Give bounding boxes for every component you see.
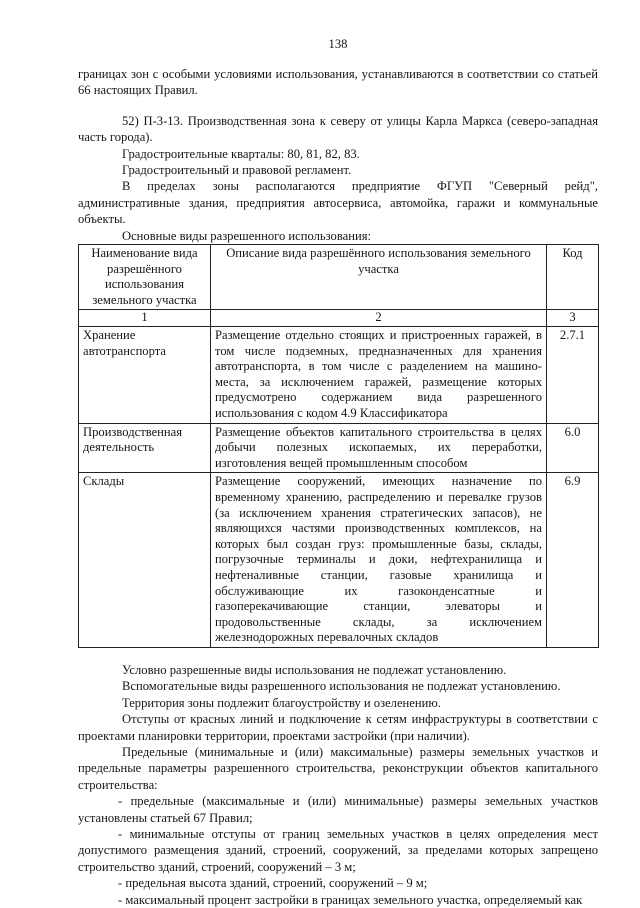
table-row	[79, 473, 599, 648]
continuation-paragraph: границах зон с особыми условиями использования, устанавливаются в соответствии со статьей 66 настоящих Правил.	[78, 67, 598, 98]
use-code: 6.9	[547, 473, 599, 648]
table-header-row	[79, 245, 599, 310]
use-code: 2.7.1	[547, 327, 599, 424]
document-page	[78, 0, 598, 908]
zone-title: 52) П-3-13. Производственная зона к северу от улицы Карла Маркса (северо-западная часть города).	[78, 113, 598, 145]
table-row	[79, 423, 599, 473]
header-code: Код	[547, 245, 599, 310]
limits-intro-paragraph: Предельные (минимальные и (или) максимальные) размеры земельных участков и предельные параметры разрешенного строительства, реконструкции объектов капитального строительства:	[78, 744, 598, 792]
limits-list-item: - предельная высота зданий, строений, сооружений – 9 м;	[118, 876, 428, 891]
header-name: Наименование вида разрешённого использования земельного участка	[79, 245, 211, 310]
permitted-uses-table	[78, 244, 599, 648]
column-number: 1	[79, 310, 211, 327]
use-name: Склады	[79, 473, 211, 648]
header-description: Описание вида разрешённого использования земельного участка	[211, 245, 547, 310]
column-number: 3	[547, 310, 599, 327]
column-number-row	[79, 310, 599, 327]
regulation-paragraph: Градостроительный и правовой регламент.	[122, 163, 352, 178]
limits-list-item: - максимальный процент застройки в границах земельного участка, определяемый как	[118, 892, 583, 907]
main-uses-caption: Основные виды разрешенного использования:	[122, 228, 371, 243]
setbacks-paragraph: Отступы от красных линий и подключение к сетям инфраструктуры в соответствии с проектами планировки территории, проектами застройки (при наличии).	[78, 712, 598, 743]
use-name: Хранение автотранспорта	[79, 327, 211, 424]
table-row	[79, 327, 599, 424]
landscaping-paragraph: Территория зоны подлежит благоустройству и озеленению.	[122, 695, 441, 710]
page-number: 138	[328, 37, 348, 51]
use-name: Производственная деятельность	[79, 423, 211, 473]
use-description: Размещение объектов капитального строительства в целях добычи полезных ископаемых, их переработки, изготовления вещей промышленным способом	[211, 423, 547, 473]
limits-list-item: - минимальные отступы от границ земельных участков в целях определения мест допустимого размещения зданий, строений, сооружений, за пределами которых запрещено строительство зданий, строений, сооружений – 3 м;	[78, 826, 598, 874]
location-paragraph: В пределах зоны располагаются предприятие ФГУП "Северный рейд", административные здания, предприятия автосервиса, автомойка, гаражи и коммунальные объекты.	[78, 179, 598, 227]
conditional-uses-paragraph: Условно разрешенные виды использования не подлежат установлению.	[122, 662, 507, 677]
use-description: Размещение отдельно стоящих и пристроенных гаражей, в том числе подземных, предназначенных для хранения автотранспорта, в том числе с разделением на машино-места, за исключением гаражей, размещение которых предусмотрено содержанием вида разрешенного использования с кодом 4.9 Классификатора	[211, 327, 547, 424]
limits-list-item: - предельные (максимальные и (или) минимальные) размеры земельных участков установлены статьей 67 Правил;	[78, 794, 598, 825]
column-number: 2	[211, 310, 547, 327]
quarters-paragraph: Градостроительные кварталы: 80, 81, 82, 83.	[122, 146, 360, 161]
auxiliary-uses-paragraph: Вспомогательные виды разрешенного использования не подлежат установлению.	[122, 679, 561, 694]
use-code: 6.0	[547, 423, 599, 473]
use-description: Размещение сооружений, имеющих назначение по временному хранению, распределению и перевалке грузов (за исключением хранения стратегических запасов), не являющихся частями производственных комплексов, на которых был создан груз: промышленные базы, склады, погрузочные терминалы и доки, нефтехранилища и нефтеналивные станции, газовые хранилища и обслуживающие их газоконденсатные и газоперекачивающие станции, элеваторы и продовольственные склады, за исключением железнодорожных перевалочных складов	[211, 473, 547, 648]
